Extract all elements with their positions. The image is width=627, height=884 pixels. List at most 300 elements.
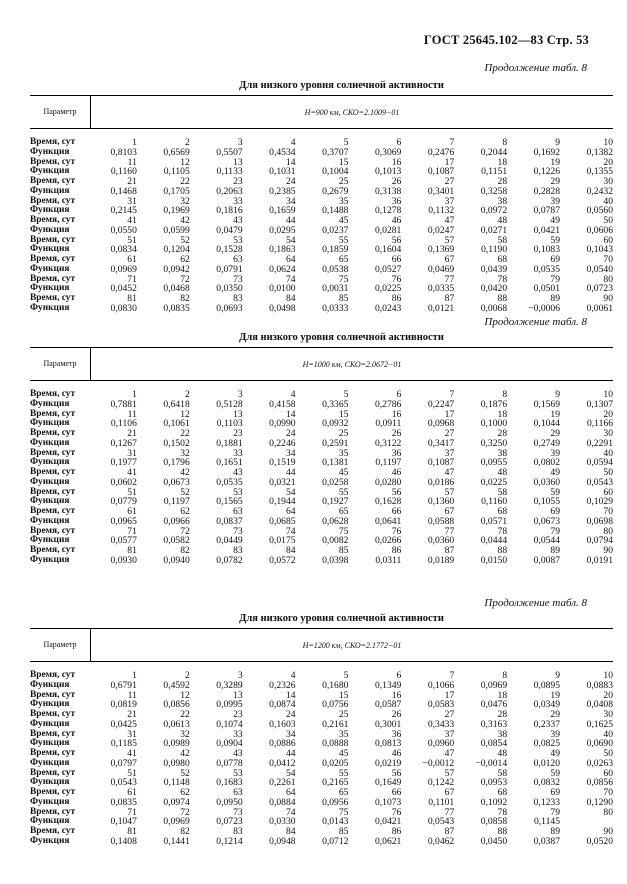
table-cell: 58 (497, 767, 508, 779)
table-cell: 0,0832 (533, 777, 561, 789)
table-cell: 0,2247 (427, 398, 455, 410)
table-cell: 88 (497, 545, 508, 556)
table-cell: 0,0698 (586, 515, 613, 527)
row-label: Время, сут (30, 176, 76, 186)
table-cell: 0,0335 (427, 283, 455, 295)
table-cell: 0,3122 (374, 437, 402, 449)
table-row (30, 517, 613, 527)
table-cell: 70 (603, 506, 613, 517)
table-cell: 0,0550 (110, 224, 137, 236)
table-cell: 22 (180, 709, 190, 720)
table-cell: 0,0794 (586, 535, 613, 547)
table-cell: 14 (285, 156, 296, 168)
table-cell: 0,0673 (533, 515, 561, 527)
table-cell: 8 (502, 137, 508, 148)
table-cell: 70 (603, 254, 613, 265)
table-cell: 16 (391, 689, 402, 701)
table-cell: 0,0968 (427, 418, 455, 430)
table-cell: 45 (338, 467, 349, 478)
table-cell: 35 (338, 447, 349, 459)
table-cell: 75 (338, 806, 349, 818)
row-label: Функция (30, 166, 70, 177)
table-cell: 79 (550, 525, 561, 537)
table-cell: 81 (127, 545, 137, 556)
table-cell: 41 (127, 215, 137, 226)
table-cell: 0,1441 (163, 835, 190, 847)
table-cell: 47 (444, 748, 455, 759)
table-cell: 0,1166 (586, 418, 613, 430)
table-cell: 0,0594 (586, 457, 613, 469)
table-cell: 0,0974 (163, 796, 190, 808)
row-label: Время, сут (30, 806, 76, 817)
table-cell: 51 (127, 486, 137, 498)
table-cell: 0,2063 (216, 185, 243, 197)
table-cell: 63 (233, 787, 243, 798)
table-cell: 0,0588 (427, 515, 455, 527)
table-cell: 0,1061 (163, 418, 190, 430)
table-row (30, 556, 613, 566)
table-cell: 43 (233, 467, 243, 478)
row-label: Время, сут (30, 467, 76, 477)
table-cell: 55 (338, 486, 349, 498)
table-cell: 0,0956 (322, 796, 349, 808)
table-row (30, 265, 613, 275)
table-cell: 0,0990 (269, 418, 296, 430)
table-cell: 86 (391, 293, 402, 304)
table-cell: 72 (180, 273, 190, 285)
table-cell: 0,0349 (533, 699, 561, 711)
table-cell: 0,0690 (586, 738, 613, 750)
table-cell: 48 (497, 467, 508, 478)
row-label: Время, сут (30, 506, 76, 516)
table-cell: 3 (237, 670, 243, 681)
table-cell: 87 (444, 545, 455, 556)
table-cell: 0,0258 (322, 476, 349, 488)
table-cell: 0,1816 (216, 205, 243, 217)
table-cell: 64 (285, 787, 296, 798)
table-cell: 0,1278 (374, 205, 402, 217)
table-cell: 0,1242 (427, 777, 455, 789)
table-cell: 0,0583 (427, 699, 455, 711)
table-cell: 60 (603, 767, 613, 779)
table-cell: 0,1705 (163, 185, 190, 197)
table-cell: 0,1659 (269, 205, 296, 217)
table-cell: 0,0205 (322, 757, 349, 769)
table-cell: 0,1148 (163, 777, 190, 789)
table-cell: 71 (127, 273, 137, 285)
table-cell: 0,6791 (110, 679, 137, 691)
table-row (30, 245, 613, 255)
table-cell: 0,1625 (586, 718, 613, 730)
table-cell: 0,1013 (374, 166, 402, 178)
table-cell: 0,1190 (481, 244, 508, 256)
continuation-note-1: Продолжение табл. 8 (484, 62, 587, 74)
table-cell: 0,0408 (586, 699, 613, 711)
table-cell: 33 (233, 195, 243, 207)
table-cell: 84 (285, 545, 296, 556)
table-cell: 0,0930 (110, 554, 137, 566)
row-label: Функция (30, 263, 70, 274)
table-cell: 6 (396, 389, 402, 400)
table-cell: 49 (550, 748, 561, 759)
table-cell: 36 (391, 728, 402, 740)
table-cell: 0,2165 (322, 777, 349, 789)
table-cell: 46 (391, 215, 402, 226)
table-cell: 89 (550, 826, 561, 837)
table-cell: 0,3433 (427, 718, 455, 730)
parameter-header: Параметр (30, 629, 91, 661)
table-cell: 37 (444, 447, 455, 459)
table-cell: 20 (603, 689, 613, 701)
table-cell: 0,1355 (586, 166, 613, 178)
table-cell: 0,0802 (533, 457, 561, 469)
table-cell: 0,0281 (374, 224, 402, 236)
table-cell: 0,3401 (427, 185, 455, 197)
table-cell: 27 (444, 709, 455, 720)
table-cell: 0,0834 (110, 244, 137, 256)
table-cell: 77 (444, 806, 455, 818)
table-cell: 0,0995 (216, 699, 243, 711)
table-cell: 17 (444, 156, 455, 168)
table-cell: 78 (497, 273, 508, 285)
table-cell: 0,1290 (586, 796, 613, 808)
table-cell: 0,1692 (533, 146, 561, 158)
continuation-note-3: Продолжение табл. 8 (484, 597, 587, 609)
table-cell: 0,1047 (110, 816, 137, 828)
table-cell: 0,0723 (586, 283, 613, 295)
table-cell: 79 (550, 273, 561, 285)
table-cell: 0,1628 (374, 496, 402, 508)
table-cell: 0,1204 (163, 244, 190, 256)
table-cell: 74 (285, 525, 296, 537)
table-cell: 2 (184, 137, 190, 148)
table-cell: 0,0271 (480, 224, 508, 236)
table-cell: 0,1132 (428, 205, 455, 217)
table-cell: 21 (127, 709, 137, 720)
table-cell: 83 (233, 293, 243, 304)
table-cell: 0,0225 (374, 283, 402, 295)
table-cell: 10 (603, 389, 613, 400)
table-cell: 0,0756 (322, 699, 349, 711)
table-cell: 82 (180, 826, 190, 837)
page-header: ГОСТ 25645.102—83 Стр. 53 (423, 33, 589, 47)
table-cell: 86 (391, 826, 402, 837)
table-cell: 88 (497, 293, 508, 304)
table-cell: 0,1604 (374, 244, 402, 256)
table-row (30, 419, 613, 429)
table-cell: 0,1569 (533, 398, 561, 410)
table-cell: 0,0989 (163, 738, 190, 750)
table-cell: 61 (127, 506, 137, 517)
table-cell: 0,0082 (322, 535, 349, 547)
table-cell: 0,0835 (110, 796, 137, 808)
table-cell: 33 (233, 447, 243, 459)
table-cell: 17 (444, 408, 455, 420)
table-cell: 0,3417 (427, 437, 455, 449)
table-cell: 0,0100 (269, 283, 296, 295)
table-cell: 0,0577 (110, 535, 137, 547)
table-cell: 38 (497, 195, 508, 207)
row-label: Время, сут (30, 670, 76, 680)
table-cell: 0,0819 (110, 699, 137, 711)
table-cell: 0,0387 (533, 835, 561, 847)
table-cell: 11 (127, 689, 137, 701)
table-cell: 0,2326 (269, 679, 296, 691)
table-cell: 0,1073 (374, 796, 402, 808)
table-cell: 2 (184, 389, 190, 400)
row-label: Время, сут (30, 545, 76, 555)
table-cell: 53 (233, 234, 243, 246)
table-cell: 0,1145 (533, 816, 561, 828)
table-cell: 0,0587 (374, 699, 402, 711)
table-cell: 0,6569 (163, 146, 190, 158)
table-cell: 0,1488 (322, 205, 349, 217)
table-cell: 0,0825 (533, 738, 561, 750)
table-cell: 45 (338, 215, 349, 226)
table-cell: 0,0420 (480, 283, 508, 295)
table-cell: 84 (285, 826, 296, 837)
table-cell: 52 (180, 767, 190, 779)
table-cell: 59 (550, 234, 561, 246)
table-cell: 0,0606 (586, 224, 613, 236)
table-row (30, 439, 613, 449)
table-cell: 0,1502 (163, 437, 190, 449)
table-cell: 1 (132, 389, 137, 400)
table-cell: 0,1000 (480, 418, 508, 430)
table-cell: 54 (285, 767, 296, 779)
table-cell: 0,0856 (163, 699, 190, 711)
table-cell: 38 (497, 728, 508, 740)
table-cell: 0,0858 (480, 816, 508, 828)
table-cell: 0,1859 (322, 244, 349, 256)
table-cell: 0,1087 (427, 457, 455, 469)
table-cell: 0,1004 (322, 166, 349, 178)
table-cell: 0,0462 (427, 835, 455, 847)
table-cell: 0,1087 (427, 166, 455, 178)
table-cell: 90 (603, 545, 613, 556)
table-row (30, 458, 613, 468)
table-cell: 0,0350 (216, 283, 243, 295)
table-header (30, 95, 613, 129)
table-cell: 0,0960 (427, 738, 455, 750)
table-cell: 0,0723 (216, 816, 243, 828)
table-cell: 0,5128 (216, 398, 243, 410)
table-cell: −0,0006 (528, 302, 561, 314)
table-cell: 0,1881 (216, 437, 243, 449)
table-cell: 55 (338, 234, 349, 246)
row-label: Время, сут (30, 787, 76, 797)
row-label: Функция (30, 554, 70, 565)
row-label: Функция (30, 437, 70, 448)
table-cell: 0,1468 (110, 185, 137, 197)
table-cell: 0,0439 (480, 263, 508, 275)
table-cell: 25 (338, 709, 349, 720)
table-cell: 51 (127, 767, 137, 779)
row-label: Время, сут (30, 728, 76, 739)
table-cell: 1 (132, 137, 137, 148)
table-cell: 61 (127, 254, 137, 265)
table-cell: 0,0535 (533, 263, 561, 275)
table-cell: 0,0243 (374, 302, 402, 314)
parameter-description: H=1000 км, СКО=2.0672−01 (302, 359, 402, 369)
table-cell: 41 (127, 748, 137, 759)
table-cell: 47 (444, 467, 455, 478)
table-cell: 89 (550, 545, 561, 556)
table-cell: 56 (391, 767, 402, 779)
table-cell: 27 (444, 428, 455, 439)
table-cell: 0,3289 (216, 679, 243, 691)
row-label: Функция (30, 476, 70, 487)
table-cell: 0,0468 (163, 283, 190, 295)
table-cell: 47 (444, 215, 455, 226)
table-cell: 78 (497, 806, 508, 818)
table-cell: 80 (603, 525, 613, 537)
table-cell: 0,1197 (375, 457, 402, 469)
table-cell: 25 (338, 428, 349, 439)
table-cell: 0,0830 (110, 302, 137, 314)
table-cell: 0,1863 (269, 244, 296, 256)
table-cell: 0,0087 (533, 554, 561, 566)
table-cell: 75 (338, 525, 349, 537)
table-cell: 34 (285, 728, 296, 740)
table-cell: 53 (233, 767, 243, 779)
table-cell: 72 (180, 806, 190, 818)
table-cell: 60 (603, 486, 613, 498)
table-cell: 31 (127, 195, 137, 207)
table-cell: 50 (603, 215, 613, 226)
table-cell: 0,0520 (586, 835, 613, 847)
table-cell: 10 (603, 137, 613, 148)
table-cell: 57 (444, 486, 455, 498)
table-row (30, 497, 613, 507)
table-cell: 29 (550, 428, 561, 439)
table-cell: 73 (233, 525, 243, 537)
table-cell: 62 (180, 254, 190, 265)
table-cell: 0,0969 (163, 816, 190, 828)
table-cell: 56 (391, 486, 402, 498)
row-label: Функция (30, 418, 70, 429)
table-cell: 0,0791 (216, 263, 243, 275)
row-label: Функция (30, 535, 70, 546)
table-cell: 0,4592 (163, 679, 190, 691)
table-cell: 39 (550, 447, 561, 459)
table-cell: 71 (127, 525, 137, 537)
table-cell: 0,0266 (374, 535, 402, 547)
table-cell: 83 (233, 545, 243, 556)
table-cell: 0,8103 (110, 146, 137, 158)
table-cell: 0,0884 (269, 796, 296, 808)
table-cell: 0,0779 (110, 496, 137, 508)
table-cell: 0,0972 (480, 205, 508, 217)
table-row (30, 817, 613, 827)
table-cell: 20 (603, 156, 613, 168)
table-cell: 0,0797 (110, 757, 137, 769)
table-cell: 0,1029 (586, 496, 613, 508)
table-cell: 0,0932 (322, 418, 349, 430)
table-cell: 0,2786 (374, 398, 402, 410)
table-cell: 2 (184, 670, 190, 681)
table-cell: 0,0613 (163, 718, 190, 730)
table-cell: 0,0571 (480, 515, 508, 527)
table-cell: 0,1649 (374, 777, 402, 789)
table-cell: 0,0121 (427, 302, 455, 314)
table-cell: 65 (338, 254, 349, 265)
row-label: Время, сут (30, 293, 76, 303)
table-cell: 24 (285, 428, 296, 439)
row-label: Функция (30, 835, 70, 846)
table-cell: 0,0966 (163, 515, 190, 527)
table-cell: 50 (603, 467, 613, 478)
table-cell: 0,0311 (375, 554, 402, 566)
table-cell: 0,0883 (586, 679, 613, 691)
row-label: Время, сут (30, 137, 76, 147)
row-label: Функция (30, 146, 70, 157)
table-row (30, 226, 613, 236)
table-cell: 0,1185 (110, 738, 137, 750)
table-cell: 44 (285, 748, 296, 759)
row-label: Время, сут (30, 254, 76, 264)
table-cell: 79 (550, 806, 561, 818)
table-cell: 26 (391, 709, 402, 720)
data-table (30, 390, 613, 566)
table-cell: 0,1101 (428, 796, 455, 808)
table-cell: 36 (391, 195, 402, 207)
table-cell: 85 (338, 545, 349, 556)
table-cell: 0,0538 (322, 263, 349, 275)
table-cell: 0,0321 (269, 476, 296, 488)
table-cell: 69 (550, 787, 561, 798)
table-cell: 5 (343, 137, 349, 148)
table-cell: 19 (550, 156, 561, 168)
table-cell: 8 (502, 670, 508, 681)
table-cell: 0,0425 (110, 718, 137, 730)
table-cell: 0,2161 (322, 718, 349, 730)
table-cell: 0,0068 (480, 302, 508, 314)
row-label: Время, сут (30, 389, 76, 399)
table-row (30, 536, 613, 546)
table-cell: 0,1519 (269, 457, 296, 469)
table-cell: 0,1092 (480, 796, 508, 808)
table-cell: 0,2749 (533, 437, 561, 449)
table-cell: 0,2591 (322, 437, 349, 449)
row-label: Время, сут (30, 689, 76, 700)
table-cell: 0,1796 (163, 457, 190, 469)
table-cell: 0,1603 (269, 718, 296, 730)
table-cell: 0,0330 (269, 816, 296, 828)
row-label: Время, сут (30, 215, 76, 225)
table-cell: 48 (497, 215, 508, 226)
table-cell: 0,0412 (269, 757, 296, 769)
row-label: Время, сут (30, 195, 76, 206)
table-cell: 0,0911 (375, 418, 402, 430)
table-cell: 0,0955 (480, 457, 508, 469)
table-cell: 15 (338, 156, 349, 168)
table-cell: 0,0940 (163, 554, 190, 566)
table-section-2 (30, 332, 613, 566)
row-label: Функция (30, 718, 70, 729)
row-label: Время, сут (30, 156, 76, 167)
table-cell: 0,0835 (163, 302, 190, 314)
row-label: Функция (30, 699, 70, 710)
table-cell: 0,2337 (533, 718, 561, 730)
table-cell: 0,1680 (322, 679, 349, 691)
table-cell: 0,0641 (374, 515, 402, 527)
table-cell: 24 (285, 176, 296, 187)
table-cell: 0,0673 (163, 476, 190, 488)
table-cell: 51 (127, 234, 137, 246)
table-cell: 40 (603, 447, 613, 459)
table-cell: 40 (603, 728, 613, 740)
